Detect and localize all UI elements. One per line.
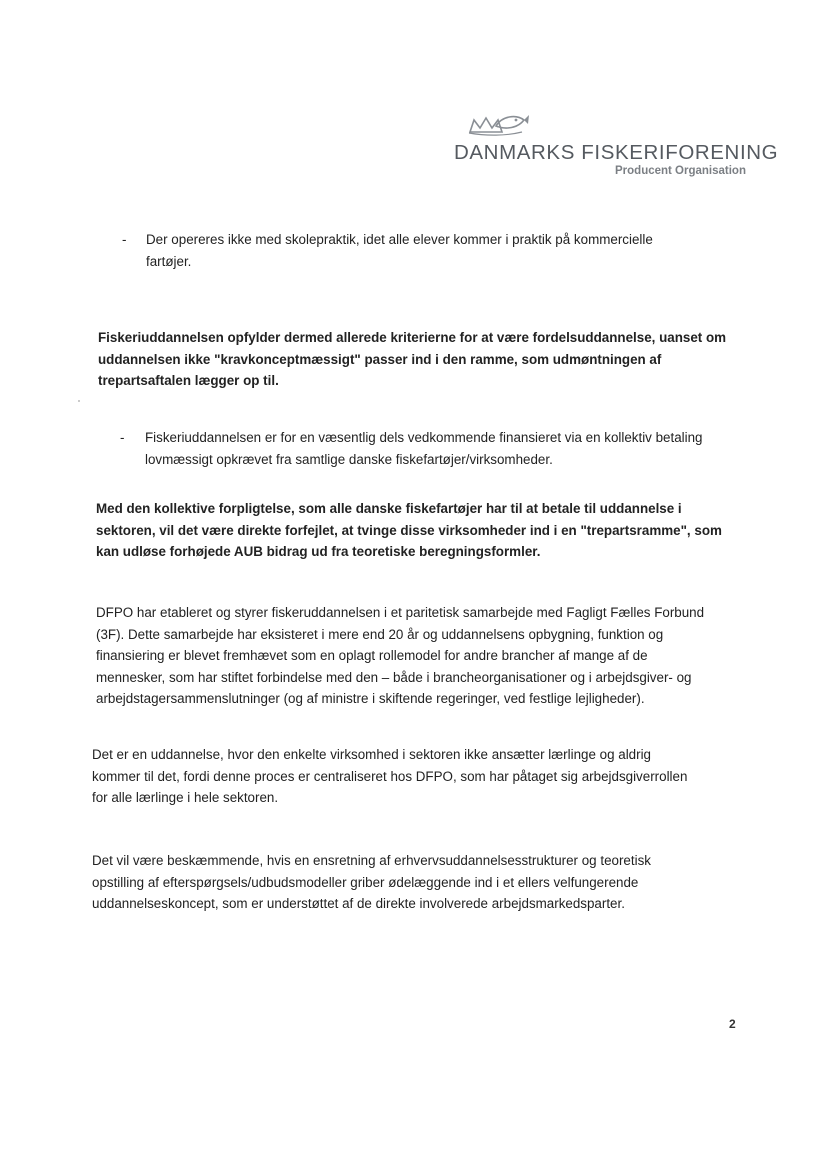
organization-subtitle: Producent Organisation <box>615 165 746 177</box>
text-line: Med den kollektive forpligtelse, som alle danske fiskefartøjer har til at betale til uddannelse i <box>96 501 682 516</box>
text-line: lovmæssigt opkrævet fra samtlige danske fiskefartøjer/virksomheder. <box>145 451 553 467</box>
text-line: for alle lærlinge i hele sektoren. <box>92 790 279 805</box>
paragraph-conclusion <box>92 850 651 915</box>
scan-speck <box>78 400 80 402</box>
paragraph-dfpo-cooperation <box>96 602 704 710</box>
bullet-marker: - <box>120 430 125 445</box>
text-line: Det vil være beskæmmende, hvis en ensretning af erhvervsuddannelsesstrukturer og teoretisk <box>92 853 651 868</box>
text-line: finansiering er blevet fremhævet som en oplagt rollemodel for andre brancher af mange af de <box>96 648 648 663</box>
text-line: arbejdstagersammenslutninger (og af ministre i skiftende regeringer, ved festlige lejligheder). <box>96 691 645 706</box>
paragraph-collective-obligation <box>96 498 722 563</box>
text-line: uddannelsen ikke "kravkonceptmæssigt" passer ind i den ramme, som udmøntningen af <box>98 351 662 367</box>
organization-name: DANMARKS FISKERIFORENING <box>454 141 779 164</box>
paragraph-apprentices-centralized <box>92 744 687 809</box>
text-line: trepartsaftalen lægger op til. <box>98 373 279 388</box>
text-line: fartøjer. <box>146 253 192 269</box>
text-line: mennesker, som har stiftet forbindelse med den – både i brancheorganisationer og i arbejdsgiver- og <box>96 669 692 685</box>
text-line: Fiskeriuddannelsen opfylder dermed allerede kriterierne for at være fordelsuddannelse, uanset om <box>98 330 727 345</box>
bullet-item-school-practice <box>146 229 653 272</box>
text-line: kan udløse forhøjede AUB bidrag ud fra teoretiske beregningsformler. <box>96 544 541 559</box>
bullet-item-collective-financing <box>145 427 703 470</box>
text-line: Det er en uddannelse, hvor den enkelte virksomhed i sektoren ikke ansætter lærlinge og aldrig <box>92 747 651 762</box>
crown-fish-logo-icon <box>466 112 530 136</box>
bullet-marker: - <box>122 232 127 247</box>
text-line: Der opereres ikke med skolepraktik, idet alle elever kommer i praktik på kommercielle <box>146 232 653 247</box>
text-line: sektoren, vil det være direkte forfejlet, at tvinge disse virksomheder ind i en "trepartsramme", som <box>96 522 722 538</box>
text-line: opstilling af efterspørgsels/udbudsmodeller griber ødelæggende ind i et ellers velfungerende <box>92 874 639 890</box>
text-line: DFPO har etableret og styrer fiskeruddannelsen i et paritetisk samarbejde med Fagligt Fælles Forbund <box>96 605 705 620</box>
paragraph-advantage-education <box>98 327 726 392</box>
text-line: Fiskeriuddannelsen er for en væsentlig dels vedkommende finansieret via en kollektiv betaling <box>145 430 703 445</box>
page-number: 2 <box>729 1017 736 1031</box>
text-line: uddannelseskoncept, som er understøttet af de direkte involverede arbejdsmarkedsparter. <box>92 896 625 911</box>
text-line: (3F). Dette samarbejde har eksisteret i mere end 20 år og uddannelsens opbygning, funktion og <box>96 626 664 642</box>
text-line: kommer til det, fordi denne proces er centraliseret hos DFPO, som har påtaget sig arbejdsgiverrollen <box>92 768 688 784</box>
